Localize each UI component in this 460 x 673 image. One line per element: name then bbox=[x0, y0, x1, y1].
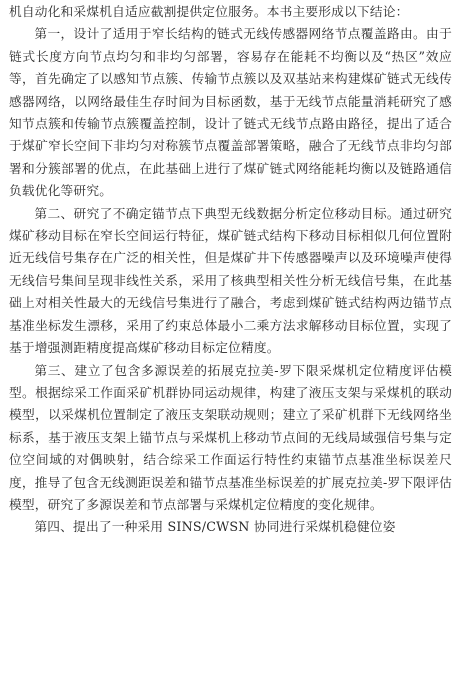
intro-line: 机自动化和采煤机自适应截割提供定位服务。本书主要形成以下结论： bbox=[9, 4, 409, 19]
paragraph-conclusion-2: 第二、研究了不确定锚节点下典型无线数据分析定位移动目标。通过研究煤矿移动目标在窄长空间运行特征，煤矿链式结构下移动目标相似几何位置附近无线信号集存在广泛的相关性，但是煤矿井下传感器噪声以及环境噪声使得无线信号集间呈现非线性关系，采用了核典型相关性分析无线信号集，在此基础上对相关性最大的无线信号集进行了融合，考虑到煤矿链式结构两边锚节点基准坐标发生漂移，采用了约束总体最小二乘方法求解移动目标位置，实现了基于增强测距精度提高煤矿移动目标定位精度。 bbox=[9, 205, 452, 356]
paragraph-conclusion-3: 第三、建立了包含多源误差的拓展克拉美-罗下限采煤机定位精度评估模型。根据综采工作面采矿机群协同运动规律，构建了液压支架与采煤机的联动模型，以采煤机位置制定了液压支架联动规则；建立了采矿机群下无线网络坐标系，基于液压支架上锚节点与采煤机上移动节点间的无线局域强信号集与定位空间域的对偶映射，结合综采工作面运行特性约束锚节点基准坐标误差尺度，推导了包含无线测距误差和锚节点基准坐标误差的扩展克拉美-罗下限评估模型，研究了多源误差和节点部署与采煤机定位精度的变化规律。 bbox=[9, 362, 452, 512]
paragraph-conclusion-1: 第一，设计了适用于窄长结构的链式无线传感器网络节点覆盖路由。由于链式长度方向节点均匀和非均匀部署，容易存在能耗不均衡以及“热区”效应等，首先确定了以感知节点簇、传输节点簇以及双基站来构建煤矿链式无线传感器网络，以网络最佳生存时间为目标函数，基于无线节点能量消耗研究了感知节点簇和传输节点簇覆盖控制，设计了链式无线节点路由路径，提出了适合于煤矿窄长空间下非均匀对称簇节点覆盖部署策略，融合了无线节点非均匀部署和分簇部署的优点，在此基础上进行了煤矿链式网络能耗均衡以及链路通信负载优化等研究。 bbox=[9, 26, 452, 199]
document-page bbox=[9, 0, 452, 673]
paragraph-conclusion-4: 第四、提出了一种采用 SINS/CWSN 协同进行采煤机稳健位姿 bbox=[34, 519, 396, 535]
